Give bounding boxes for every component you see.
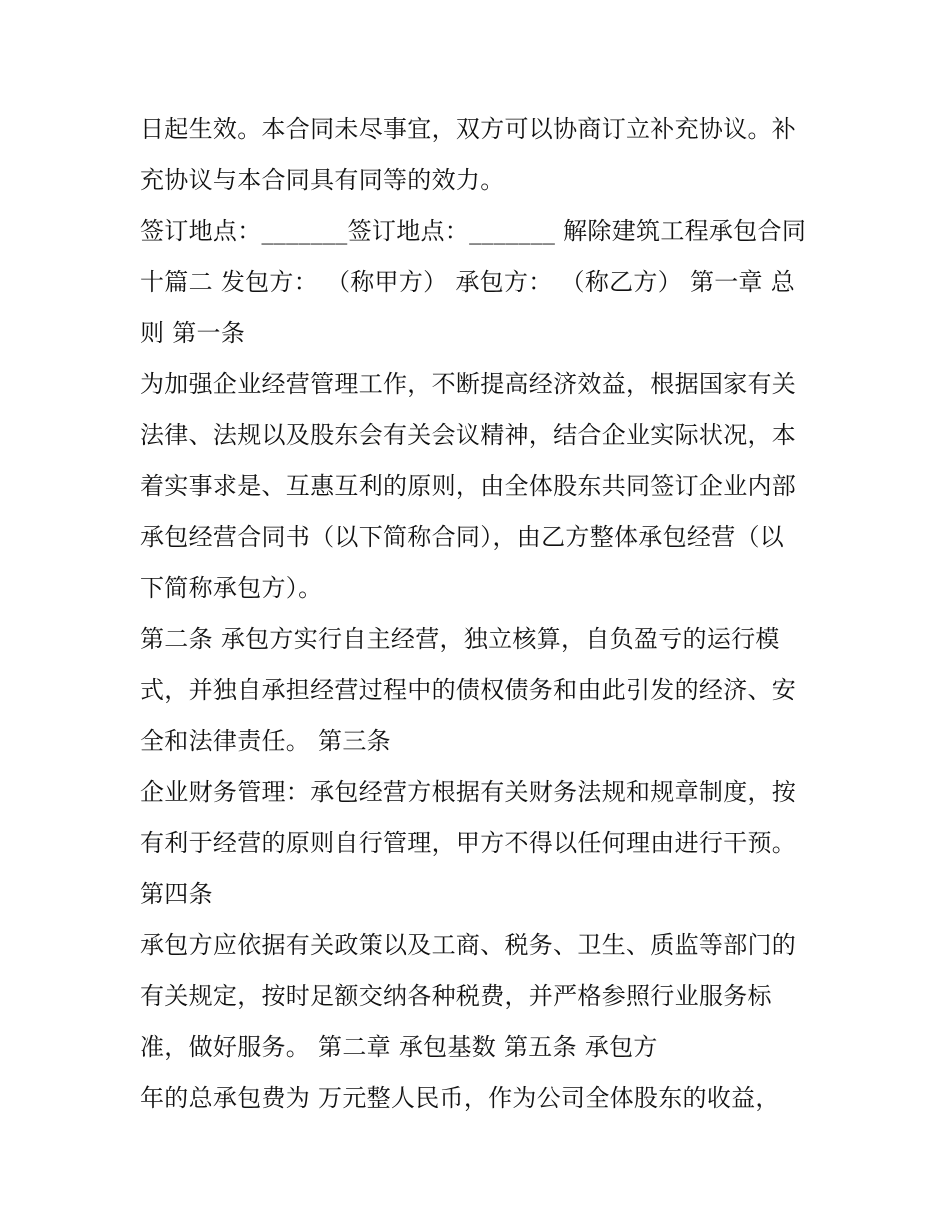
text-line: 有利于经营的原则自行管理，甲方不得以任何理由进行干预。 [140, 829, 797, 857]
text-line: 下简称承包方）。 [140, 574, 323, 602]
text-line: 式，并独自承担经营过程中的债权债务和由此引发的经济、安 [140, 676, 797, 704]
text-line: 准，做好服务。 第二章 承包基数 第五条 承包方 [140, 1033, 658, 1061]
text-line: 法律、法规以及股东会有关会议精神，结合企业实际状况，本 [140, 421, 797, 449]
text-line: 十篇二 发包方： （称甲方） 承包方： （称乙方） 第一章 总 [140, 268, 796, 296]
text-line: 日起生效。本合同未尽事宜，双方可以协商订立补充协议。补 [140, 115, 797, 143]
text-line: 全和法律责任。 第三条 [140, 727, 391, 755]
text-line: 有关规定，按时足额交纳各种税费，并严格参照行业服务标 [140, 982, 772, 1010]
text-line: 年的总承包费为 万元整人民币，作为公司全体股东的收益， [140, 1084, 780, 1112]
text-line: 第二条 承包方实行自主经营，独立核算，自负盈亏的运行模 [140, 625, 780, 653]
text-line: 第四条 [140, 880, 213, 908]
text-line: 承包经营合同书（以下简称合同），由乙方整体承包经营（以 [140, 523, 785, 551]
document-body [140, 104, 820, 1124]
text-line: 企业财务管理：承包经营方根据有关财务法规和规章制度，按 [140, 778, 797, 806]
text-line: 着实事求是、互惠互利的原则，由全体股东共同签订企业内部 [140, 472, 797, 500]
text-line: 签订地点：_______签订地点：_______ 解除建筑工程承包合同 [140, 217, 807, 245]
text-line: 则 第一条 [140, 319, 246, 347]
text-line: 承包方应依据有关政策以及工商、税务、卫生、质监等部门的 [140, 931, 797, 959]
text-line: 为加强企业经营管理工作，不断提高经济效益，根据国家有关 [140, 370, 797, 398]
text-line: 充协议与本合同具有同等的效力。 [140, 166, 505, 194]
